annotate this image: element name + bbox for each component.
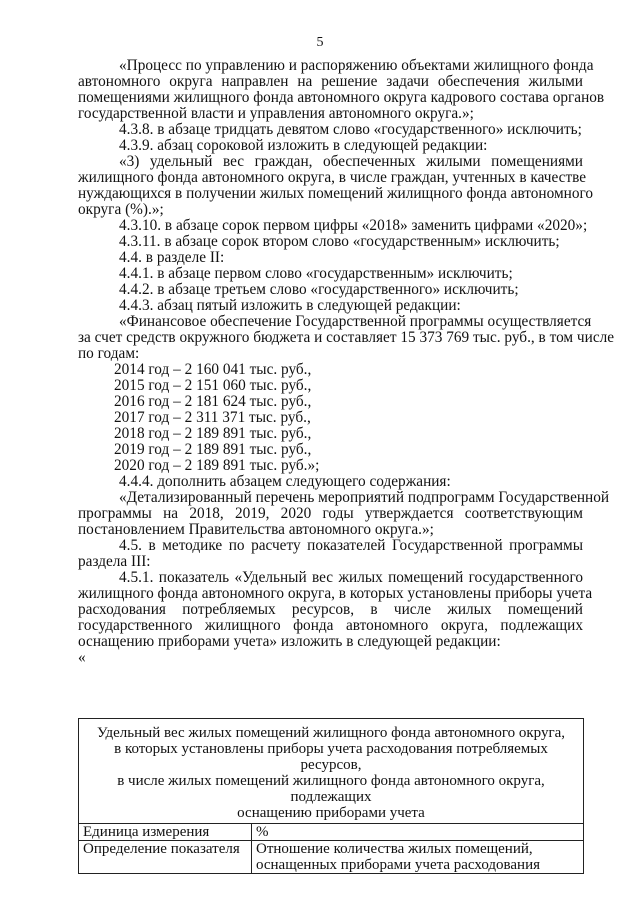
text-line: «Процесс по управлению и распоряжению объектами жилищного фонда (119, 57, 594, 74)
page-number: 5 (316, 35, 324, 50)
text-line: 4.4.1. в абзаце первом слово «государственным» исключить; (119, 265, 513, 282)
text-line: 2017 год – 2 311 371 тыс. руб., (114, 409, 311, 426)
text-line: 4.4.4. дополнить абзацем следующего содержания: (119, 473, 451, 490)
text-line: жилищного фонда автономного округа, в которых установлены приборы учета (78, 585, 593, 602)
text-line: « (78, 649, 86, 666)
indicator-title-cell (79, 719, 584, 824)
text-line: помещениями жилищного фонда автономного округа кадрового состава органов (78, 89, 605, 106)
document-body (78, 57, 615, 666)
text-line: 4.4.3. абзац пятый изложить в следующей редакции: (119, 297, 461, 314)
text-line: 4.5. в методике по расчету показателей Государственной программы (119, 537, 583, 554)
text-line: жилищного фонда автономного округа, в числе граждан, учтенных в качестве (78, 169, 587, 186)
text-line: государственного жилищного фонда автономного округа, подлежащих (78, 617, 583, 634)
text-line: 4.3.11. в абзаце сорок втором слово «государственным» исключить; (119, 233, 560, 250)
text-line: автономного округа направлен на решение задачи обеспечения жилыми (78, 73, 583, 90)
text-line: 2014 год – 2 160 041 тыс. руб., (114, 361, 312, 378)
text-line: 2020 год – 2 189 891 тыс. руб.»; (114, 457, 320, 474)
row-value-line: Отношение количества жилых помещений, (256, 841, 533, 857)
text-line: 2016 год – 2 181 624 тыс. руб., (114, 393, 312, 410)
text-line: 4.3.10. в абзаце сорок первом цифры «2018» заменить цифрами «2020»; (119, 217, 588, 234)
text-line: 4.3.8. в абзаце тридцать девятом слово «государственного» исключить; (119, 121, 582, 138)
text-line: 4.4.2. в абзаце третьем слово «государственного» исключить; (119, 281, 519, 298)
text-line: по годам: (78, 345, 140, 362)
text-line: раздела III: (78, 553, 151, 570)
row-value (252, 841, 584, 874)
text-line: расходования потребляемых ресурсов, в числе жилых помещений (78, 601, 583, 618)
row-value-line: % (256, 824, 269, 840)
text-line: 4.4. в разделе II: (119, 249, 225, 266)
row-label: Единица измерения (79, 824, 252, 841)
indicator-table (78, 718, 584, 874)
indicator-title-line: в которых установлены приборы учета расходования потребляемых ресурсов, (114, 741, 548, 773)
text-line: программы на 2018, 2019, 2020 годы утверждается соответствующим (78, 505, 583, 522)
text-line: постановлением Правительства автономного округа.»; (78, 521, 434, 538)
row-label: Определение показателя (79, 841, 252, 874)
text-line: 4.5.1. показатель «Удельный вес жилых помещений государственного (119, 569, 583, 586)
text-line: нуждающихся в получении жилых помещений жилищного фонда автономного (78, 185, 594, 202)
table-row (79, 841, 584, 874)
text-line: 2018 год – 2 189 891 тыс. руб., (114, 425, 312, 442)
text-line: «Финансовое обеспечение Государственной программы осуществляется (119, 313, 592, 330)
text-line: 2015 год – 2 151 060 тыс. руб., (114, 377, 312, 394)
row-value-line: оснащенных приборами учета расходования (256, 857, 541, 873)
text-line: округа (%).»; (78, 201, 164, 218)
text-line: 4.3.9. абзац сороковой изложить в следующей редакции: (119, 137, 488, 154)
indicator-title-line: в числе жилых помещений жилищного фонда автономного округа, подлежащих (117, 773, 545, 805)
text-line: 2019 год – 2 189 891 тыс. руб., (114, 441, 312, 458)
text-line: за счет средств окружного бюджета и составляет 15 373 769 тыс. руб., в том числе (78, 329, 615, 346)
table-row (79, 824, 584, 841)
text-line: «Детализированный перечень мероприятий подпрограмм Государственной (119, 489, 610, 506)
indicator-title-line: оснащению приборами учета (237, 805, 425, 821)
row-value (252, 824, 584, 841)
text-line: оснащению приборами учета» изложить в следующей редакции: (78, 633, 501, 650)
text-line: «3) удельный вес граждан, обеспеченных жилыми помещениями (119, 153, 583, 170)
text-line: государственной власти и управления автономного округа.»; (78, 105, 474, 122)
indicator-title-line: Удельный вес жилых помещений жилищного фонда автономного округа, (96, 725, 566, 741)
